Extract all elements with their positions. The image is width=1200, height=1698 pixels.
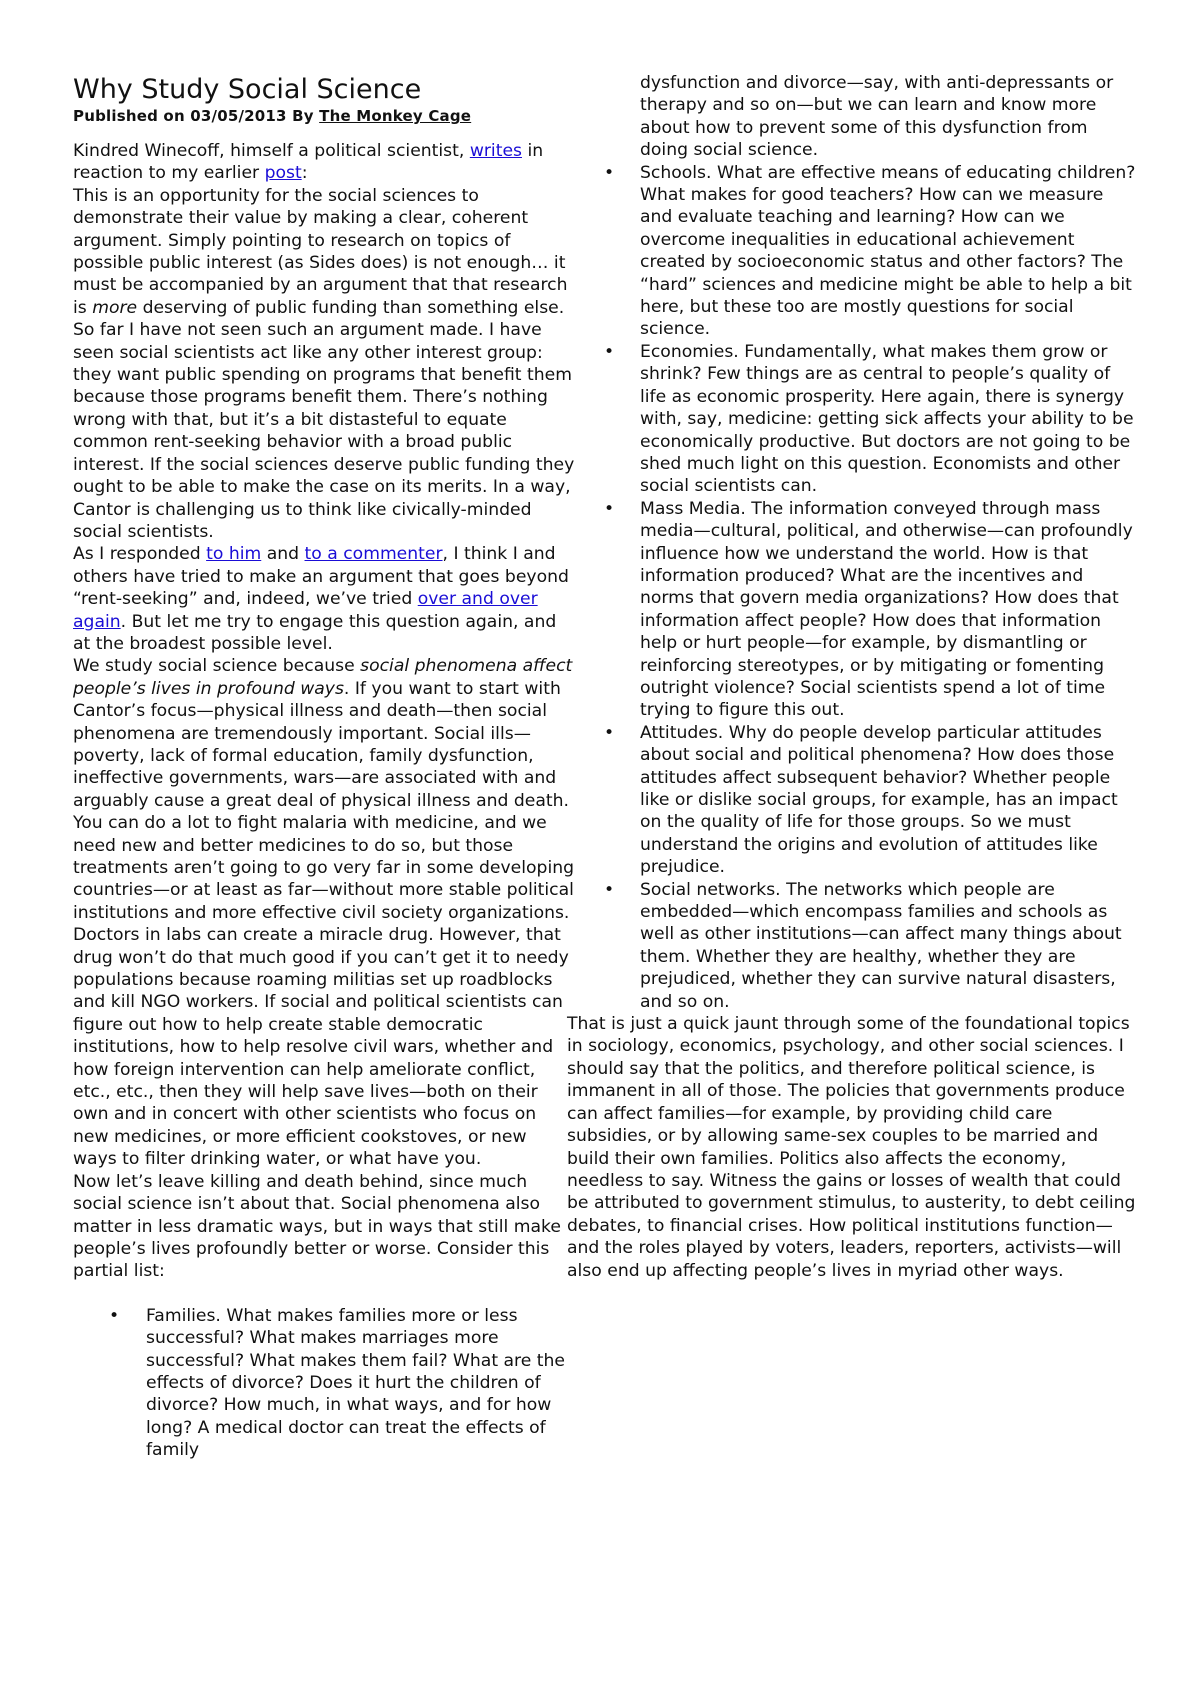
over-and-over-link[interactable]: over and over again bbox=[73, 589, 538, 632]
right-column bbox=[567, 72, 1140, 1282]
response-paragraph: As I responded to him and to a commenter, I think I and others have tried to make an argument that goes beyond “rent-seeking” and, indeed, we’ve tried over and over again. But let me try to engage this question again, and at the broadest possible level. bbox=[73, 544, 569, 654]
list-item-social-networks: • Social networks. The networks which people are embedded—which encompass families and schools as well as other institutions—can affect many things about them. Whether they are healthy, whether they are prejudiced, whether they can survive natural disasters, and so on. bbox=[640, 879, 1140, 1013]
list-item-attitudes: • Attitudes. Why do people develop particular attitudes about social and political phenomena? How does those attitudes affect subsequent behavior? Whether people like or dislike social groups, for example, has an impact on the quality of life for those groups. So we must understand the origins and evolution of attitudes like prejudice. bbox=[640, 722, 1140, 879]
conclusion-paragraph: That is just a quick jaunt through some of the foundational topics in sociology, economics, psychology, and other social sciences. I should say that the politics, and therefore political science, is immanent in all of those. The policies that governments produce can affect families—for example, by providing child care subsidies, or by allowing same-sex couples to be married and build their own families. Politics also affects the economy, needless to say. Witness the gains or losses of wealth that could be attributed to government stimulus, to austerity, to debt ceiling debates, to financial crises. How political institutions function—and the roles played by voters, leaders, reporters, activists—will also end up affecting people’s lives in myriad other ways. bbox=[567, 1014, 1136, 1281]
left-column bbox=[73, 70, 575, 1462]
byline bbox=[73, 106, 575, 126]
list-item-schools: • Schools. What are effective means of educating children? What makes for good teachers? How can we measure and evaluate teaching and learning? How can we overcome inequalities in educational achievement created by socioeconomic status and other factors? The “hard” sciences and medicine might be able to help a bit here, but these too are mostly questions for social science. bbox=[640, 162, 1140, 341]
thesis-paragraph: We study social science because social phenomena affect people’s lives in profound ways. If you want to start with Cantor’s focus—physical illness and death—then social phenomena are tremendously important. Social ills—poverty, lack of formal education, family dysfunction, ineffective governments, wars—are associated with and arguably cause a great deal of physical illness and death. You can do a lot to fight malaria with medicine, and we need new and better medicines to do so, but those treatments aren’t going to go very far in some developing countries—or at least as far—without more stable political institutions and more effective civil society organizations. Doctors in labs can create a miracle drug. However, that drug won’t do that much good if you can’t get it to needy populations because roaming militias set up roadblocks and kill NGO workers. If social and political scientists can figure out how to help create stable democratic institutions, how to help resolve civil wars, whether and how foreign intervention can help ameliorate conflict, etc., etc., then they will help save lives—both on their own and in concert with other scientists who focus on new medicines, or more efficient cookstoves, or new ways to filter drinking water, or what have you. bbox=[73, 656, 575, 1170]
quote-paragraph: This is an opportunity for the social sciences to demonstrate their value by making a clear, coherent argument. Simply pointing to research on topics of possible public interest (as Sides does) is not enough… it must be accompanied by an argument that that research is more deserving of public funding than something else. So far I have not seen such an argument made. I have seen social scientists act like any other interest group: they want public spending on programs that benefit them because those programs benefit them. There’s nothing wrong with that, but it’s a bit distasteful to equate common rent-seeking behavior with a broad public interest. If the social sciences deserve public funding they ought to be able to make the case on its merits. In a way, Cantor is challenging us to think like civically-minded social scientists. bbox=[73, 185, 575, 542]
topic-list-right bbox=[640, 72, 1140, 1013]
list-item-mass-media: • Mass Media. The information conveyed through mass media—cultural, political, and otherwise—can profoundly influence how we understand the world. How is that information produced? What are the incentives and norms that govern media organizations? How does that information affect people? How does that information help or hurt people—for example, by dismantling or reinforcing stereotypes, or by mitigating or fomenting outright violence? Social scientists spend a lot of time trying to figure this out. bbox=[640, 498, 1140, 722]
post-link[interactable]: post bbox=[264, 163, 302, 184]
list-item-families: • Families. What makes families more or less successful? What makes marriages more successful? What makes them fail? What are the effects of divorce? Does it hurt the children of divorce? How much, in what ways, and for how long? A medical doctor can treat the effects of family bbox=[73, 1305, 575, 1462]
byline-date: Published on 03/05/2013 By bbox=[73, 107, 320, 125]
to-him-link[interactable]: to him bbox=[206, 544, 262, 565]
list-item-economies: • Economies. Fundamentally, what makes them grow or shrink? Few things are as central to people’s quality of life as economic prosperity. Here again, there is synergy with, say, medicine: getting sick affects your ability to be economically productive. But doctors are not going to be shed much light on this question. Economists and other social scientists can. bbox=[640, 341, 1140, 498]
list-item-families-continued: dysfunction and divorce—say, with anti-depressants or therapy and so on—but we can learn and know more about how to prevent some of this dysfunction from doing social science. bbox=[640, 73, 1114, 161]
page-title: Why Study Social Science bbox=[73, 74, 422, 105]
to-commenter-link[interactable]: to a commenter bbox=[304, 544, 443, 565]
intro-paragraph: Kindred Winecoff, himself a political scientist, writes in reaction to my earlier post: bbox=[73, 141, 544, 184]
writes-link[interactable]: writes bbox=[469, 141, 522, 161]
byline-source[interactable]: The Monkey Cage bbox=[319, 107, 472, 125]
topic-list-left bbox=[73, 1305, 575, 1462]
list-intro-paragraph: Now let’s leave killing and death behind, since much social science isn’t about that. Social phenomena also matter in less dramatic ways, but in ways that still make people’s lives profoundly better or worse. Consider this partial list: bbox=[73, 1171, 561, 1282]
